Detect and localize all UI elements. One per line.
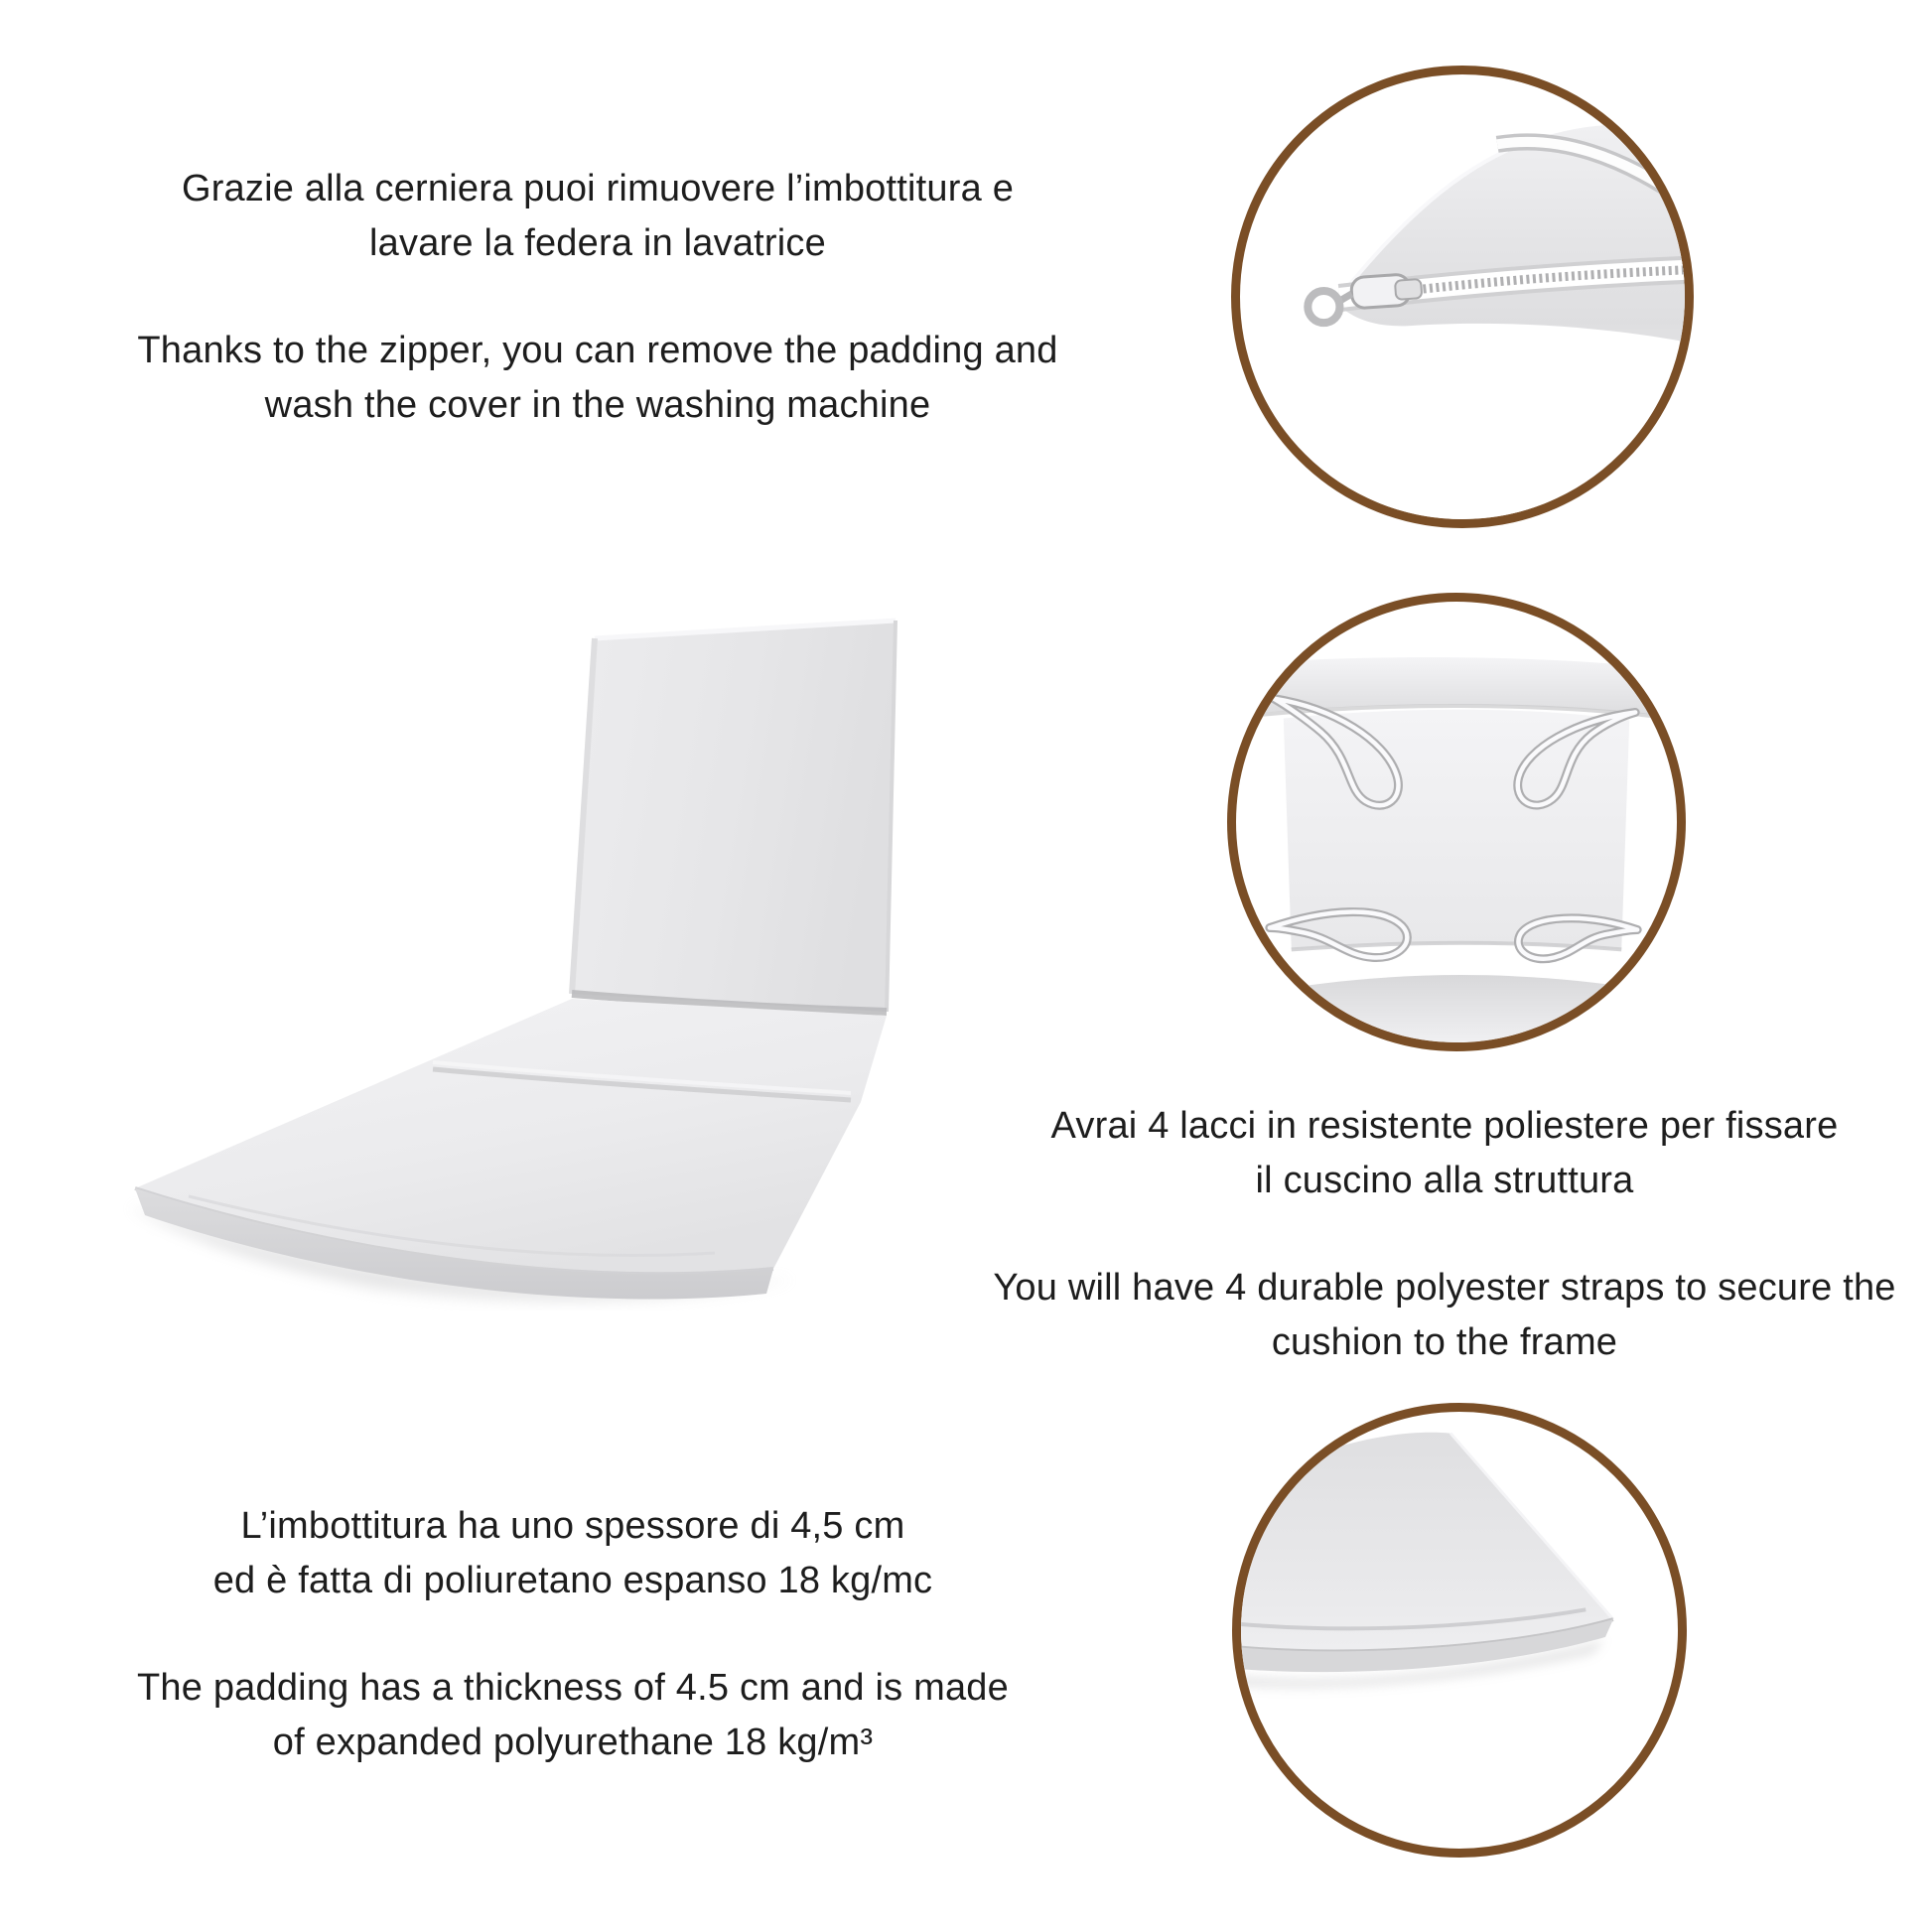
- padding-photo-circle: [1232, 1403, 1687, 1858]
- padding-en-line-1: The padding has a thickness of 4.5 cm and is made: [137, 1667, 1009, 1709]
- photo-fade: [1240, 322, 1685, 519]
- straps-photo-circle: [1227, 593, 1686, 1051]
- straps-it-line-2: il cuscino alla struttura: [1255, 1160, 1634, 1201]
- straps-it-line-1: Avrai 4 lacci in resistente poliestere per fissare: [1050, 1105, 1839, 1147]
- straps-text-block: [978, 1099, 1911, 1370]
- padding-en-line-2: of expanded polyurethane 18 kg/m³: [272, 1722, 874, 1763]
- zipper-it-line-2: lavare la federa in lavatrice: [369, 222, 826, 264]
- zipper-it-line-1: Grazie alla cerniera puoi rimuovere l’imbottitura e: [181, 168, 1015, 209]
- zipper-pull-ring: [1308, 291, 1339, 323]
- zipper-en-line-2: wash the cover in the washing machine: [264, 384, 931, 426]
- zipper-photo-circle: [1231, 66, 1694, 528]
- straps-en-line-2: cushion to the frame: [1271, 1321, 1618, 1363]
- straps-underside-image: [1236, 602, 1677, 1042]
- padding-it-line-1: L’imbottitura ha uno spessore di 4,5 cm: [240, 1505, 905, 1547]
- padding-corner-image: [1241, 1412, 1678, 1849]
- zipper-closeup-image: [1240, 74, 1685, 519]
- cushion-corner-fabric: [1335, 124, 1685, 342]
- lounger-cushion-image: [84, 586, 928, 1311]
- padding-corner-fabric: [1241, 1433, 1613, 1672]
- zipper-text-block: [131, 162, 1064, 433]
- padding-it-line-2: ed è fatta di poliuretano espanso 18 kg/mc: [212, 1560, 933, 1601]
- padding-text-block: [106, 1499, 1039, 1770]
- cushion-backrest: [572, 621, 896, 1012]
- zipper-en-line-1: Thanks to the zipper, you can remove the padding and: [137, 330, 1058, 371]
- straps-en-line-1: You will have 4 durable polyester straps to secure the: [993, 1267, 1896, 1309]
